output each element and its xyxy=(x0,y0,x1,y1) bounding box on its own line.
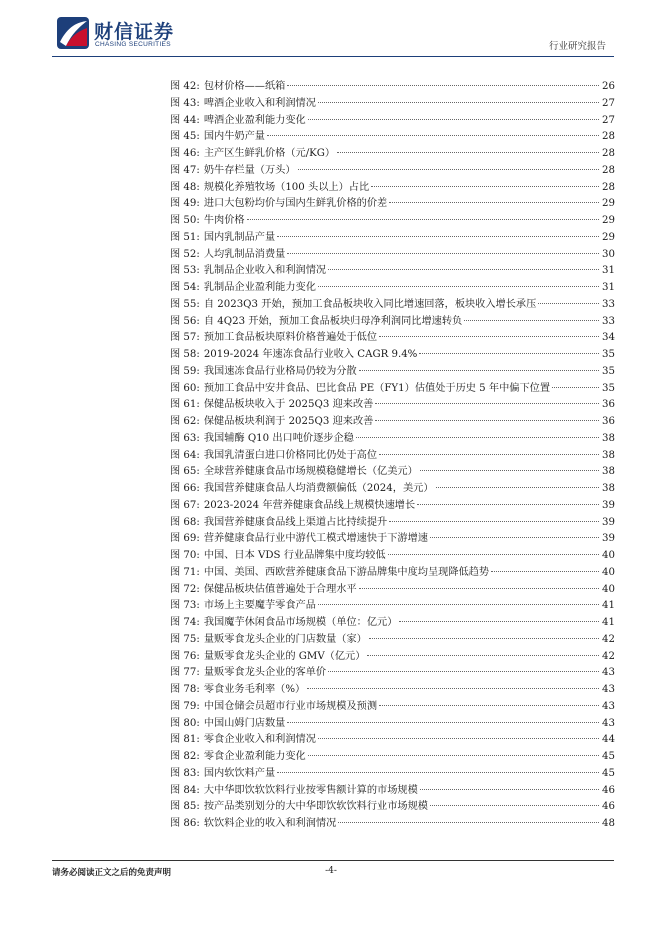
toc-figure-number: 图 73: xyxy=(170,600,200,612)
toc-entry[interactable] xyxy=(170,347,615,364)
toc-entry[interactable] xyxy=(170,230,615,247)
toc-entry[interactable] xyxy=(170,582,615,599)
toc-dot-leader xyxy=(430,805,599,806)
toc-figure-number: 图 70: xyxy=(170,550,200,561)
toc-dot-leader xyxy=(371,186,599,187)
toc-page-number: 41 xyxy=(602,600,615,612)
disclaimer-note: 请务必阅读正文之后的免责声明 xyxy=(52,868,172,878)
toc-figure-number: 图 53: xyxy=(170,265,200,277)
toc-figure-title: 全球营养健康食品市场规模稳健增长（亿美元） xyxy=(203,466,418,478)
toc-figure-title: 预加工食品中安井食品、巴比食品 PE（FY1）估值处于历史 5 年中偏下位置 xyxy=(203,382,551,394)
toc-figure-title: 2019-2024 年速冻食品行业收入 CAGR 9.4% xyxy=(203,349,418,360)
toc-figure-title: 进口大包粉均价与国内生鲜乳价格的价差 xyxy=(203,198,388,210)
toc-entry[interactable] xyxy=(170,766,615,783)
toc-figure-title: 自 2023Q3 开始，预加工食品板块收入同比增速回落，板块收入增长承压 xyxy=(203,298,537,310)
toc-dot-leader xyxy=(308,755,599,756)
toc-figure-title: 人均乳制品消费量 xyxy=(203,248,286,260)
report-type-label: 行业研究报告 xyxy=(548,41,606,52)
toc-page-number: 35 xyxy=(602,349,615,360)
toc-dot-leader xyxy=(318,102,599,103)
toc-entry[interactable] xyxy=(170,598,615,615)
toc-figure-number: 图 43: xyxy=(170,97,200,109)
toc-figure-number: 图 85: xyxy=(170,801,200,813)
toc-page-number: 36 xyxy=(602,416,615,427)
toc-page-number: 36 xyxy=(602,399,615,411)
toc-figure-number: 图 75: xyxy=(170,633,200,645)
toc-figure-number: 图 59: xyxy=(170,365,200,377)
toc-page-number: 33 xyxy=(602,298,615,310)
toc-figure-number: 图 64: xyxy=(170,449,200,461)
toc-entry[interactable] xyxy=(170,799,615,816)
toc-figure-number: 图 48: xyxy=(170,181,200,193)
toc-figure-title: 预加工食品板块原料价格普遍处于低位 xyxy=(203,332,378,344)
footer-divider xyxy=(52,860,614,861)
logo-chinese-name: 财信证券 xyxy=(94,21,175,43)
toc-figure-title: 量贩零食龙头企业的门店数量（家） xyxy=(203,633,367,645)
toc-figure-title: 中国仓储会员超市行业市场规模及预测 xyxy=(203,700,378,712)
toc-page-number: 31 xyxy=(602,265,615,277)
toc-figure-title: 国内乳制品产量 xyxy=(203,231,276,243)
toc-page-number: 39 xyxy=(602,516,615,528)
toc-dot-leader xyxy=(247,219,599,220)
toc-page-number: 29 xyxy=(602,198,615,210)
logo-english-name: CHASING SECURITIES xyxy=(95,41,171,48)
toc-figure-title: 营养健康食品行业中游代工模式增速快于下游增速 xyxy=(203,533,428,545)
toc-dot-leader xyxy=(328,269,599,270)
toc-dot-leader xyxy=(298,169,599,170)
toc-page-number: 29 xyxy=(602,215,615,226)
toc-dot-leader xyxy=(538,303,599,304)
toc-entry[interactable] xyxy=(170,297,615,314)
toc-figure-number: 图 71: xyxy=(170,566,200,578)
toc-figure-title: 中国山姆门店数量 xyxy=(203,717,286,729)
toc-figure-title: 我国速冻食品行业格局仍较为分散 xyxy=(203,365,357,377)
toc-dot-leader xyxy=(491,571,599,572)
toc-figure-title: 主产区生鲜乳价格（元/KG） xyxy=(203,148,336,159)
toc-entry[interactable] xyxy=(170,682,615,699)
toc-figure-title: 中国、日本 VDS 行业品牌集中度均较低 xyxy=(203,550,386,561)
toc-figure-title: 乳制品企业收入和利润情况 xyxy=(203,265,327,277)
toc-dot-leader xyxy=(287,722,599,723)
toc-entry[interactable] xyxy=(170,381,615,398)
toc-page-number: 38 xyxy=(602,466,615,478)
toc-figure-title: 国内牛奶产量 xyxy=(203,131,265,143)
toc-page-number: 27 xyxy=(602,114,615,126)
toc-figure-title: 自 4Q23 开始，预加工食品板块归母净利润同比增速转负 xyxy=(203,315,463,327)
toc-dot-leader xyxy=(369,638,599,639)
toc-dot-leader xyxy=(277,772,599,773)
toc-figure-title: 国内软饮料产量 xyxy=(203,767,276,779)
toc-entry[interactable] xyxy=(170,247,615,264)
toc-page-number: 28 xyxy=(602,148,615,159)
toc-dot-leader xyxy=(356,437,599,438)
toc-figure-number: 图 50: xyxy=(170,215,200,226)
toc-entry[interactable] xyxy=(170,364,615,381)
toc-figure-title: 保健品板块利润于 2025Q3 迎来改善 xyxy=(203,416,374,427)
logo-mark-icon xyxy=(56,16,90,50)
toc-page-number: 42 xyxy=(602,633,615,645)
toc-dot-leader xyxy=(308,119,599,120)
toc-figure-title: 软饮料企业的收入和利润情况 xyxy=(203,818,337,829)
toc-entry[interactable] xyxy=(170,431,615,448)
toc-entry[interactable] xyxy=(170,180,615,197)
toc-page-number: 31 xyxy=(602,282,615,293)
toc-dot-leader xyxy=(388,554,599,555)
toc-dot-leader xyxy=(367,655,599,656)
toc-figure-number: 图 51: xyxy=(170,231,200,243)
toc-page-number: 40 xyxy=(602,583,615,595)
toc-figure-title: 中国、美国、西欧营养健康食品下游品牌集中度均呈现降低趋势 xyxy=(203,566,490,578)
toc-figure-number: 图 42: xyxy=(170,81,200,92)
toc-dot-leader xyxy=(359,588,599,589)
toc-dot-leader xyxy=(375,403,599,404)
page-header xyxy=(0,0,662,62)
figure-table-of-contents xyxy=(170,79,615,833)
toc-entry[interactable] xyxy=(170,163,615,180)
toc-figure-title: 奶牛存栏量（万头） xyxy=(203,164,296,176)
toc-page-number: 43 xyxy=(602,667,615,679)
toc-dot-leader xyxy=(399,621,599,622)
toc-dot-leader xyxy=(375,420,599,421)
toc-figure-number: 图 66: xyxy=(170,483,200,494)
toc-page-number: 43 xyxy=(602,684,615,695)
toc-figure-title: 牛肉价格 xyxy=(203,215,245,226)
toc-page-number: 38 xyxy=(602,449,615,461)
toc-entry[interactable] xyxy=(170,79,615,96)
toc-page-number: 35 xyxy=(602,382,615,394)
toc-page-number: 35 xyxy=(602,365,615,377)
toc-figure-title: 我国营养健康食品线上渠道占比持续提升 xyxy=(203,516,388,528)
toc-dot-leader xyxy=(419,353,599,354)
toc-entry[interactable] xyxy=(170,481,615,498)
toc-figure-number: 图 54: xyxy=(170,282,200,293)
toc-figure-number: 图 86: xyxy=(170,818,200,829)
toc-figure-title: 按产品类别划分的大中华即饮软饮料行业市场规模 xyxy=(203,801,428,813)
page-number: -4- xyxy=(325,866,337,876)
toc-figure-number: 图 83: xyxy=(170,767,200,779)
toc-figure-title: 量贩零食龙头企业的客单价 xyxy=(203,667,327,679)
toc-dot-leader xyxy=(338,822,599,823)
toc-entry[interactable] xyxy=(170,280,615,297)
toc-figure-number: 图 46: xyxy=(170,148,200,159)
toc-figure-title: 量贩零食龙头企业的 GMV（亿元） xyxy=(203,650,366,662)
toc-figure-title: 我国辅酶 Q10 出口吨价逐步企稳 xyxy=(203,432,354,444)
toc-figure-number: 图 78: xyxy=(170,684,200,695)
toc-figure-title: 啤酒企业盈利能力变化 xyxy=(203,114,306,126)
toc-figure-number: 图 79: xyxy=(170,700,200,712)
toc-figure-number: 图 62: xyxy=(170,416,200,427)
toc-entry[interactable] xyxy=(170,749,615,766)
toc-page-number: 33 xyxy=(602,315,615,327)
toc-entry[interactable] xyxy=(170,464,615,481)
toc-entry[interactable] xyxy=(170,498,615,515)
toc-entry[interactable] xyxy=(170,129,615,146)
toc-page-number: 30 xyxy=(602,248,615,260)
toc-dot-leader xyxy=(552,387,599,388)
toc-entry[interactable] xyxy=(170,615,615,632)
toc-entry[interactable] xyxy=(170,448,615,465)
toc-page-number: 34 xyxy=(602,332,615,344)
toc-figure-number: 图 44: xyxy=(170,114,200,126)
toc-figure-title: 保健品板块收入于 2025Q3 迎来改善 xyxy=(203,399,374,411)
toc-entry[interactable] xyxy=(170,783,615,800)
toc-page-number: 28 xyxy=(602,181,615,193)
toc-figure-number: 图 63: xyxy=(170,432,200,444)
toc-figure-title: 2023-2024 年营养健康食品线上规模快速增长 xyxy=(203,499,416,511)
toc-entry[interactable] xyxy=(170,665,615,682)
toc-figure-number: 图 67: xyxy=(170,499,200,511)
toc-figure-title: 保健品板块估值普遍处于合理水平 xyxy=(203,583,357,595)
toc-page-number: 26 xyxy=(602,81,615,92)
toc-entry[interactable] xyxy=(170,632,615,649)
toc-figure-number: 图 74: xyxy=(170,617,200,628)
toc-page-number: 45 xyxy=(602,751,615,762)
toc-entry[interactable] xyxy=(170,96,615,113)
toc-dot-leader xyxy=(379,454,599,455)
toc-page-number: 28 xyxy=(602,131,615,143)
toc-entry[interactable] xyxy=(170,548,615,565)
toc-figure-title: 乳制品企业盈利能力变化 xyxy=(203,282,316,293)
toc-entry[interactable] xyxy=(170,397,615,414)
toc-figure-number: 图 82: xyxy=(170,751,200,762)
toc-figure-title: 我国魔芋休闲食品市场规模（单位：亿元） xyxy=(203,617,398,628)
toc-dot-leader xyxy=(287,85,599,86)
toc-dot-leader xyxy=(277,236,599,237)
toc-entry[interactable] xyxy=(170,732,615,749)
toc-page-number: 38 xyxy=(602,483,615,494)
toc-entry[interactable] xyxy=(170,531,615,548)
toc-dot-leader xyxy=(389,202,599,203)
toc-dot-leader xyxy=(420,789,599,790)
toc-figure-number: 图 76: xyxy=(170,650,200,662)
toc-figure-number: 图 61: xyxy=(170,399,200,411)
toc-page-number: 48 xyxy=(602,818,615,829)
toc-dot-leader xyxy=(417,504,599,505)
toc-page-number: 44 xyxy=(602,734,615,746)
toc-figure-number: 图 57: xyxy=(170,332,200,344)
toc-dot-leader xyxy=(318,738,599,739)
toc-page-number: 45 xyxy=(602,767,615,779)
toc-figure-title: 啤酒企业收入和利润情况 xyxy=(203,97,316,109)
header-divider xyxy=(52,56,614,57)
toc-figure-number: 图 80: xyxy=(170,717,200,729)
toc-page-number: 38 xyxy=(602,432,615,444)
toc-page-number: 29 xyxy=(602,231,615,243)
toc-entry[interactable] xyxy=(170,649,615,666)
toc-entry[interactable] xyxy=(170,146,615,163)
toc-figure-number: 图 47: xyxy=(170,164,200,176)
toc-page-number: 42 xyxy=(602,650,615,662)
toc-figure-number: 图 58: xyxy=(170,349,200,360)
toc-dot-leader xyxy=(337,152,599,153)
toc-entry[interactable] xyxy=(170,699,615,716)
toc-entry[interactable] xyxy=(170,213,615,230)
toc-dot-leader xyxy=(420,470,599,471)
toc-page-number: 40 xyxy=(602,566,615,578)
toc-page-number: 28 xyxy=(602,164,615,176)
toc-page-number: 39 xyxy=(602,533,615,545)
toc-figure-number: 图 60: xyxy=(170,382,200,394)
toc-figure-number: 图 77: xyxy=(170,667,200,679)
toc-entry[interactable] xyxy=(170,716,615,733)
toc-figure-title: 包材价格——纸箱 xyxy=(203,81,286,92)
toc-page-number: 41 xyxy=(602,617,615,628)
toc-figure-number: 图 55: xyxy=(170,298,200,310)
toc-dot-leader xyxy=(359,370,599,371)
toc-page-number: 46 xyxy=(602,801,615,813)
toc-figure-title: 我国乳清蛋白进口价格同比仍处于高位 xyxy=(203,449,378,461)
toc-figure-number: 图 68: xyxy=(170,516,200,528)
toc-entry[interactable] xyxy=(170,196,615,213)
toc-figure-number: 图 49: xyxy=(170,198,200,210)
toc-figure-number: 图 81: xyxy=(170,734,200,746)
toc-dot-leader xyxy=(389,521,599,522)
toc-dot-leader xyxy=(379,705,599,706)
toc-entry[interactable] xyxy=(170,565,615,582)
toc-page-number: 46 xyxy=(602,784,615,796)
toc-dot-leader xyxy=(267,135,599,136)
toc-figure-title: 规模化养殖牧场（100 头以上）占比 xyxy=(203,181,370,193)
toc-entry[interactable] xyxy=(170,816,615,833)
toc-dot-leader xyxy=(436,487,599,488)
company-logo xyxy=(56,16,206,52)
toc-entry[interactable] xyxy=(170,263,615,280)
toc-figure-number: 图 72: xyxy=(170,583,200,595)
toc-figure-title: 大中华即饮软饮料行业按零售额计算的市场规模 xyxy=(203,784,418,796)
toc-figure-number: 图 45: xyxy=(170,131,200,143)
toc-figure-number: 图 56: xyxy=(170,315,200,327)
toc-entry[interactable] xyxy=(170,414,615,431)
toc-figure-title: 零食企业收入和利润情况 xyxy=(203,734,316,746)
toc-figure-number: 图 84: xyxy=(170,784,200,796)
toc-dot-leader xyxy=(464,320,599,321)
toc-entry[interactable] xyxy=(170,330,615,347)
toc-figure-title: 零食企业盈利能力变化 xyxy=(203,751,306,762)
toc-page-number: 43 xyxy=(602,700,615,712)
toc-figure-title: 零食业务毛利率（%） xyxy=(203,684,306,695)
toc-dot-leader xyxy=(318,604,599,605)
toc-figure-number: 图 65: xyxy=(170,466,200,478)
toc-entry[interactable] xyxy=(170,515,615,532)
toc-dot-leader xyxy=(328,671,599,672)
toc-figure-title: 我国营养健康食品人均消费额偏低（2024，美元） xyxy=(203,483,434,494)
toc-dot-leader xyxy=(430,537,599,538)
toc-entry[interactable] xyxy=(170,113,615,130)
toc-page-number: 43 xyxy=(602,717,615,729)
toc-figure-number: 图 69: xyxy=(170,533,200,545)
toc-page-number: 39 xyxy=(602,499,615,511)
toc-dot-leader xyxy=(287,253,599,254)
toc-dot-leader xyxy=(307,688,599,689)
toc-page-number: 27 xyxy=(602,97,615,109)
toc-page-number: 40 xyxy=(602,550,615,561)
toc-dot-leader xyxy=(318,286,599,287)
toc-dot-leader xyxy=(379,336,599,337)
toc-figure-title: 市场上主要魔芋零食产品 xyxy=(203,600,316,612)
toc-figure-number: 图 52: xyxy=(170,248,200,260)
toc-entry[interactable] xyxy=(170,314,615,331)
